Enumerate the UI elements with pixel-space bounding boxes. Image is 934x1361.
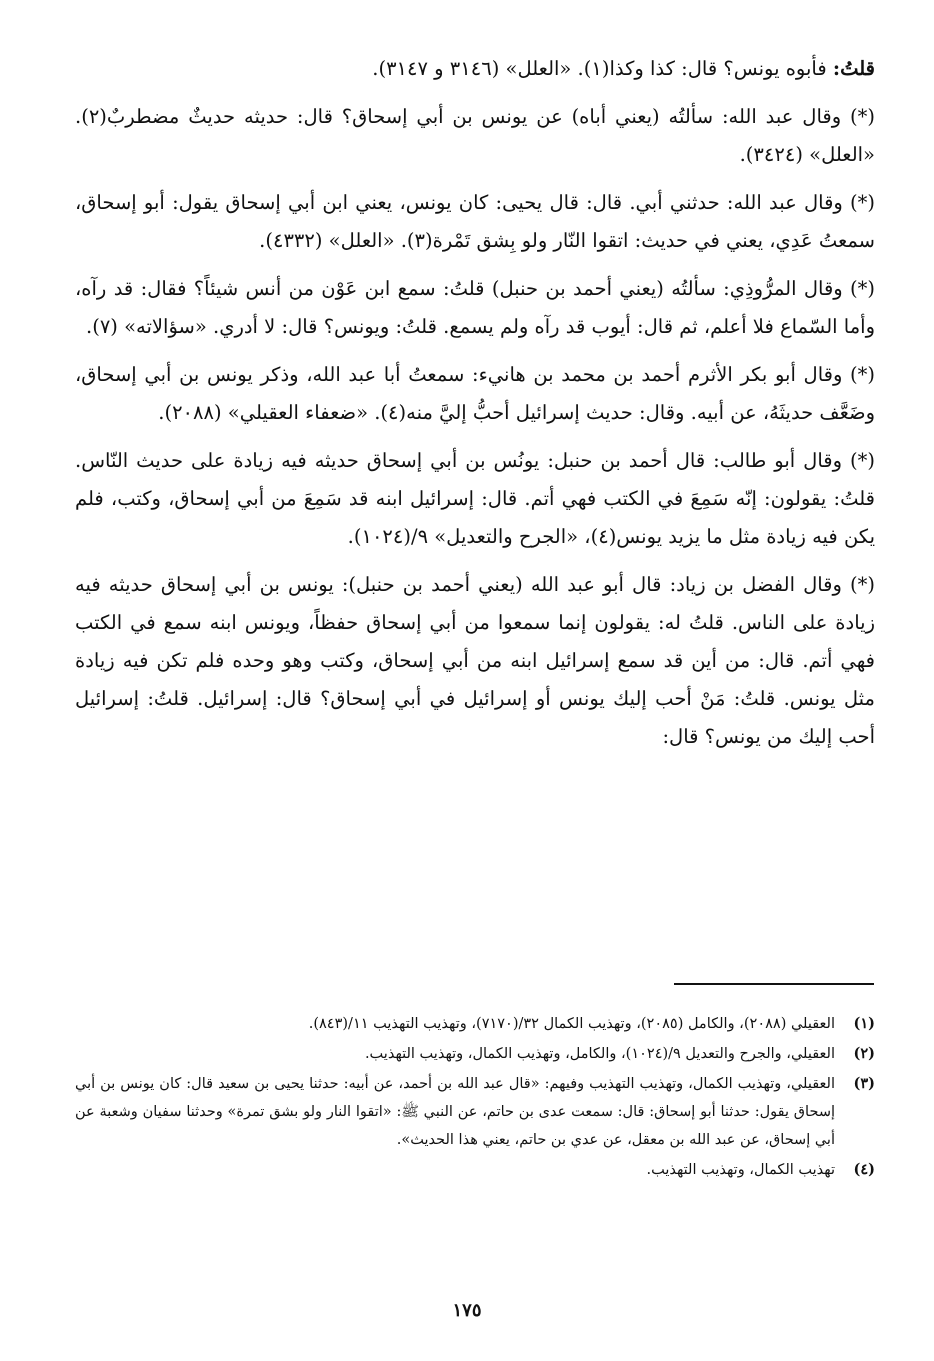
footnote-number: (٣) — [853, 1075, 875, 1092]
footnote — [75, 1010, 875, 1038]
paragraph-text: فأبوه يونس؟ قال: كذا وكذا(١). «العلل» (٣١٤٦ و ٣١٤٧). — [372, 57, 827, 80]
paragraph-text: (*) وقال الفضل بن زياد: قال أبو عبد الله (يعني أحمد بن حنبل): يونس بن أبي إسحاق حديثه فيه زيادة على الناس. قلتُ له: يقولون إنما سمعوا من أبي إسحاق حفظاً، ويونس ابنه سمع في الكتب فهي أتم. قال: من أين قد سمع إسرائيل ابنه من أبي إسحاق، وكتب وهو وحده فلم تكن فيه زيادة مثل يونس. قلتُ: مَنْ أحب إليك يونس أو إسرائيل في أبي إسحاق؟ قال: إسرائيل. قلتُ: إسرائيل أحب إليك من يونس؟ قال: — [75, 573, 875, 748]
paragraph — [75, 270, 875, 346]
footnote — [75, 1156, 875, 1184]
footnote-text: تهذيب الكمال، وتهذيب التهذيب. — [646, 1162, 835, 1178]
footnote-text: العقيلي (٢٠٨٨)، والكامل (٢٠٨٥)، وتهذيب الكمال ٣٢/(٧١٧٠)، وتهذيب التهذيب ١١/(٨٤٣). — [308, 1016, 835, 1032]
paragraph-lead: قلتُ: — [832, 57, 875, 80]
footnote-number: (٢) — [853, 1045, 875, 1062]
footnote-text: العقيلي، وتهذيب الكمال، وتهذيب التهذيب وفيهم: «قال عبد الله بن أحمد، عن أبيه: حدثنا يحيى بن سعيد قال: كان يونس بن أبي إسحاق يقول: حدثنا أبو إسحاق: قال: سمعت عدى بن حاتم، عن النبي ﷺ: «اتقوا النار ولو بشق تمرة» وحدثنا سفيان وشعبة عن أبي إسحاق، عن عبد الله بن معقل، عن عدي بن حاتم، يعني هذا الحديث». — [75, 1076, 835, 1148]
paragraph-text: (*) وقال عبد الله: حدثني أبي. قال: قال يحيى: كان يونس، يعني ابن أبي إسحاق يقول: أبو إسحاق، سمعتُ عَدِي، يعني في حديث: اتقوا النّار ولو بِشق تَمْرة(٣). «العلل» (٤٣٣٢). — [75, 191, 875, 252]
paragraph-text: (*) وقال أبو طالب: قال أحمد بن حنبل: يونُس بن أبي إسحاق حديثه فيه زيادة على حديث النّاس. قلتُ: يقولون: إنّه سَمِعَ في الكتب فهي أتم. قال: إسرائيل ابنه قد سَمِعَ من أبي إسحاق، وكتب، فلم يكن فيه زيادة مثل ما يزيد يونس(٤)، «الجرح والتعديل» ٩/(١٠٢٤). — [75, 449, 875, 548]
paragraph — [75, 184, 875, 260]
paragraph — [75, 442, 875, 556]
footnotes — [75, 1010, 875, 1186]
paragraph — [75, 356, 875, 432]
footnote — [75, 1070, 875, 1154]
footnote-text: العقيلي، والجرح والتعديل ٩/(١٠٢٤)، والكامل، وتهذيب الكمال، وتهذيب التهذيب. — [364, 1046, 835, 1062]
footnote-number: (١) — [853, 1015, 875, 1032]
paragraph-text: (*) وقال عبد الله: سألتُه (يعني أباه) عن يونس بن أبي إسحاق؟ قال: حديثه حديثٌ مضطربٌ(٢). «العلل» (٣٤٢٤). — [75, 105, 875, 166]
page-number: ١٧٥ — [452, 1300, 482, 1321]
main-text — [75, 50, 875, 762]
footnote-number: (٤) — [853, 1161, 875, 1178]
paragraph — [75, 566, 875, 756]
paragraph-text: (*) وقال المرُّوذِي: سألتُه (يعني أحمد بن حنبل) قلتُ: سمع ابن عَوْن من أنس شيئاً؟ فقال: قد رآه، وأما السّماع فلا أعلم، ثم قال: أيوب قد رآه ولم يسمع. قلتُ: ويونس؟ قال: لا أدري. «سؤالاته» (٧). — [75, 277, 875, 338]
paragraph — [75, 50, 875, 88]
paragraph-text: (*) وقال أبو بكر الأثرم أحمد بن محمد بن هانيء: سمعتُ أبا عبد الله، وذكر يونس بن أبي إسحاق، وضَعَّف حديثَهُ، عن أبيه. وقال: حديث إسرائيل أحبُّ إليَّ منه(٤). «ضعفاء العقيلي» (٢٠٨٨). — [75, 363, 875, 424]
paragraph — [75, 98, 875, 174]
footnote — [75, 1040, 875, 1068]
footnote-separator — [674, 983, 874, 985]
